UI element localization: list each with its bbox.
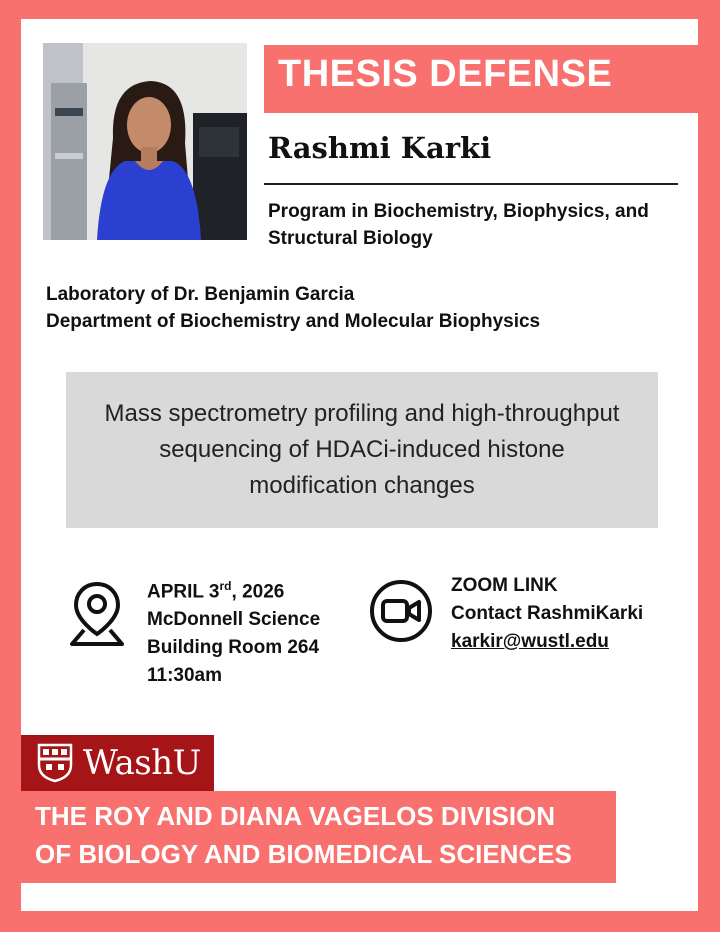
- department-line: Department of Biochemistry and Molecular Biophysics: [46, 311, 541, 332]
- event-title: THESIS DEFENSE: [278, 53, 613, 95]
- program-line-2: Structural Biology: [268, 228, 433, 249]
- event-location-line-2: Building Room 264: [147, 637, 320, 659]
- speaker-photo: [43, 43, 247, 240]
- zoom-contact: Contact RashmiKarki: [451, 603, 644, 624]
- program-line-1: Program in Biochemistry, Biophysics, and: [268, 201, 649, 222]
- division-name: [35, 797, 572, 873]
- event-details: [147, 572, 320, 690]
- washu-wordmark: WashU: [83, 743, 201, 783]
- lab-line: Laboratory of Dr. Benjamin Garcia: [46, 284, 355, 305]
- program-affiliation: [268, 198, 688, 252]
- contact-email-link[interactable]: karkir@wustl.edu: [451, 631, 609, 652]
- divider-rule: [264, 183, 678, 185]
- video-camera-icon: [368, 578, 434, 644]
- division-line-2: OF BIOLOGY AND BIOMEDICAL SCIENCES: [35, 839, 572, 869]
- zoom-details: [451, 572, 643, 656]
- thesis-title-line-2: sequencing of HDACi-induced histone: [159, 436, 565, 463]
- zoom-label: ZOOM LINK: [451, 575, 558, 596]
- thesis-title-line-3: modification changes: [249, 472, 475, 499]
- thesis-title-box: [66, 372, 658, 528]
- event-time: 11:30am: [147, 665, 223, 687]
- washu-shield-icon: [37, 743, 73, 783]
- washu-logo: [21, 735, 214, 791]
- division-banner: [21, 791, 616, 883]
- division-line-1: THE ROY AND DIANA VAGELOS DIVISION: [35, 801, 556, 831]
- event-location-line-1: McDonnell Science: [147, 609, 321, 631]
- title-banner: [264, 45, 700, 113]
- thesis-title-line-1: Mass spectrometry profiling and high-throughput: [104, 400, 620, 427]
- thesis-title: [82, 396, 642, 504]
- speaker-name: Rashmi Karki: [268, 131, 492, 165]
- lab-affiliation: [46, 281, 540, 335]
- location-pin-icon: [64, 578, 130, 650]
- event-date: APRIL 3rd, 2026: [147, 579, 285, 603]
